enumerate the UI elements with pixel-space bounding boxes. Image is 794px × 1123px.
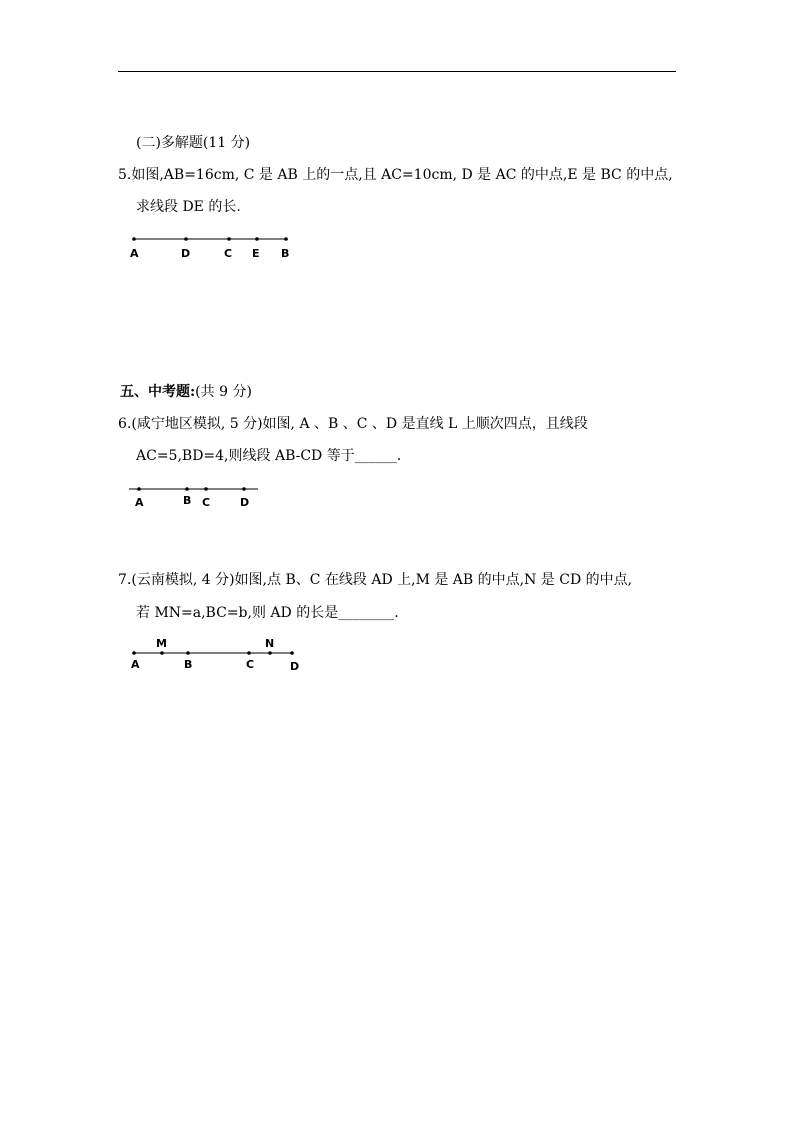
figure-7-point-d [290, 651, 294, 655]
figure-7-segment-ad [126, 634, 311, 676]
figure-5-point-b [284, 237, 288, 241]
figure-6-label-d: D [240, 496, 250, 509]
figure-6-point-b [185, 487, 189, 491]
figure-5-label-a: A [130, 247, 139, 260]
figure-5-segment [126, 232, 306, 264]
figure-7-point-m [160, 651, 164, 655]
section-heading-exam [120, 383, 252, 401]
figure-5-point-a [132, 237, 136, 241]
figure-6-point-d [242, 487, 246, 491]
figure-6-label-c: C [202, 496, 211, 509]
figure-6-label-a: A [135, 496, 144, 509]
figure-6-label-b: B [183, 494, 192, 507]
figure-6-line-l [126, 482, 266, 512]
figure-5-label-c: C [224, 247, 233, 260]
question-7-line-2: 若 MN=a,BC=b,则 AD 的长是________. [136, 605, 399, 621]
figure-7-point-n [268, 651, 272, 655]
question-6-line-1: 6.(咸宁地区模拟, 5 分)如图, A 、B 、C 、D 是直线 L 上顺次四点，且线段 [118, 416, 588, 432]
question-5-line-2: 求线段 DE 的长. [136, 199, 241, 215]
header-rule [118, 71, 676, 72]
figure-5-point-d [184, 237, 188, 241]
section-heading-exam-title: 五、中考题: [120, 384, 196, 400]
figure-6-point-a [137, 487, 141, 491]
figure-5-label-d: D [181, 247, 191, 260]
question-6-line-2: AC=5,BD=4,则线段 AB-CD 等于______. [136, 448, 402, 464]
figure-7-point-a [132, 651, 136, 655]
figure-7-point-b [186, 651, 190, 655]
section-heading-multi-solution: (二)多解题(11 分) [136, 135, 251, 151]
question-7-line-1: 7.(云南模拟, 4 分)如图,点 B、C 在线段 AD 上,M 是 AB 的中点,N 是 CD 的中点, [118, 572, 633, 588]
figure-5-point-e [255, 237, 259, 241]
figure-7-label-d: D [290, 660, 300, 673]
figure-7-label-n: N [265, 637, 275, 650]
figure-5-label-b: B [281, 247, 290, 260]
section-heading-exam-score: (共 9 分) [195, 384, 252, 400]
figure-7-label-m: M [156, 637, 167, 650]
figure-7-label-b: B [184, 658, 193, 671]
question-5-line-1: 5.如图,AB=16cm, C 是 AB 上的一点,且 AC=10cm, D 是 AC 的中点,E 是 BC 的中点, [118, 167, 673, 183]
figure-7-point-c [247, 651, 251, 655]
figure-7-label-a: A [131, 658, 140, 671]
figure-5-label-e: E [252, 247, 260, 260]
figure-7-label-c: C [246, 658, 255, 671]
figure-6-point-c [204, 487, 208, 491]
figure-5-point-c [227, 237, 231, 241]
